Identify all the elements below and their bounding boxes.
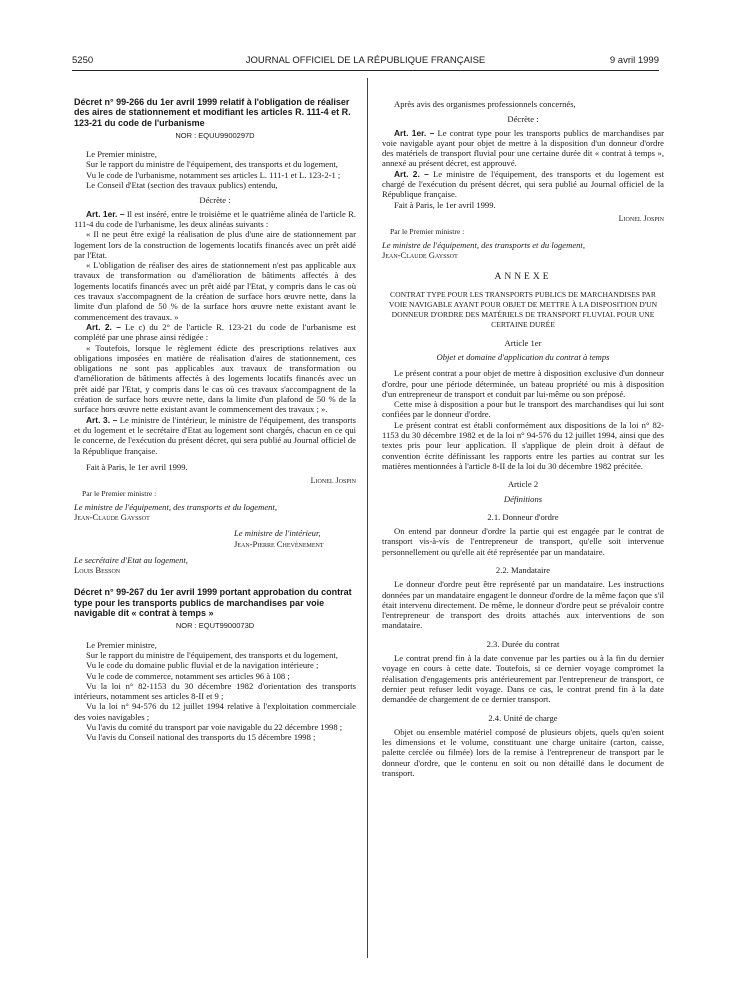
decree-1-p1: Le Premier ministre,	[86, 149, 157, 160]
decree-1-nor: NOR : EQUU9900297D	[175, 130, 255, 140]
annex-article-1: Article 1er	[504, 337, 542, 348]
d2-art2-label: Art. 2. –	[394, 168, 429, 179]
decree-1-quote2: « L'obligation de réaliser des aires de stationnement n'est pas applicable aux travaux de transformation ou d'amélioration de bâtiments affectés à des logements locatifs financés avec un prêt aidé par l'Etat, y compris dans le cas où ces travaux s'accompagnent de la création de surface hors œuvre nette, dans la limite d'un plafond de 50 % de la surface hors œuvre nette existant avant le commencement des travaux. »	[74, 260, 356, 322]
decree-1-art2	[74, 322, 356, 343]
d2-art1-text: Le contrat type pour les transports publics de marchandises par voie navigable ayant pour objet de mettre à la disposition d'un donneur d'ordre des matériels de transport fluvial pour une certaine durée dit « contrat à temps », annexé au présent décret, est approuvé.	[382, 127, 664, 169]
decree-2-minister-equip-title: Le ministre de l'équipement, des transports et du logement,	[382, 239, 585, 250]
decree-2-p7: Vu l'avis du comité du transport par voie navigable du 22 décembre 1998 ;	[86, 722, 343, 733]
annex-a1-p1: Le présent contrat a pour objet de mettre à disposition exclusive d'un donneur d'ordre, pour une période déterminée, un bateau propriété ou mis à disposition d'un entrepreneur de transport et conduit par lui-même ou son préposé.	[382, 368, 664, 399]
decree-2-p4: Vu le code de commerce, notamment ses articles 96 à 108 ;	[86, 670, 290, 681]
decree-1-p4: Le Conseil d'Etat (section des travaux publics) entendu,	[86, 180, 278, 191]
decree-2-title: Décret n° 99-267 du 1er avril 1999 portant approbation du contrat type pour les transports publics de marchandises par voie navigable dit « contrat à temps »	[74, 587, 352, 619]
page-header	[72, 55, 659, 69]
decree-1-art1	[74, 209, 356, 230]
journal-title: JOURNAL OFFICIEL DE LA RÉPUBLIQUE FRANÇAISE	[245, 55, 486, 66]
section-2-3-heading: 2.3. Durée du contrat	[486, 638, 560, 649]
decree-2-p5: Vu la loi n° 82-1153 du 30 décembre 1982 d'orientation des transports intérieurs, notamment ses articles 8-II et 9 ;	[74, 680, 356, 702]
art2-label: Art. 2. –	[86, 321, 121, 332]
decree-2-minister-equip-name: Jean-Claude Gayssot	[382, 249, 458, 260]
art3-text: Le ministre de l'intérieur, le ministre de l'équipement, des transports et du logement et le secrétaire d'Etat au logement sont chargés, chacun en ce qui le concerne, de l'exécution du présent décret, qui sera publié au Journal officiel de la République française.	[74, 414, 356, 456]
decree-2-nor: NOR : EQUT9900073D	[175, 621, 255, 631]
section-2-1-text: On entend par donneur d'ordre la partie qui est engagée par le contrat de transport vis-à-vis de l'entrepreneur de transport, qu'elle soit intervenue personnellement ou qu'elle ait été représentée par un mandataire.	[382, 526, 664, 557]
section-2-1-heading: 2.1. Donneur d'ordre	[487, 511, 559, 522]
art1-label: Art. 1er. –	[86, 208, 125, 219]
decree-1-fait: Fait à Paris, le 1er avril 1999.	[86, 461, 188, 472]
issue-date: 9 avril 1999	[609, 55, 659, 66]
decree-2-p2: Sur le rapport du ministre de l'équipement, des transports et du logement,	[86, 649, 338, 660]
decree-2-par-pm: Par le Premier ministre :	[390, 227, 465, 237]
decree-1-quote3: « Toutefois, lorsque le règlement édicte des prescriptions relatives aux obligations imposées en matière de réalisation d'aires de stationnement, ces obligations ne sont pas applicables aux travaux de transformation ou d'amélioration de bâtiments affectés à des logements locatifs financés avec un prêt aidé par l'Etat, y compris dans le cas où ces travaux s'accompagnent de la création de surface hors œuvre nette, dans la limite d'un plafond de 50 % de la surface hors œuvre nette existant avant le commencement des travaux ; ».	[74, 342, 356, 415]
section-2-2-text: Le donneur d'ordre peut être représenté par un mandataire. Les instructions données par un mandataire engagent le donneur d'ordre de la même façon que s'il était intervenu directement. De même, le donneur d'ordre peut se prévaloir contre l'entrepreneur de transport des droits attachés aux interventions de son mandataire.	[382, 579, 664, 631]
section-2-4-text: Objet ou ensemble matériel composé de plusieurs objets, quels qu'en soient les dimensions et le volume, constituant une charge unitaire (carton, caisse, palette cerclée ou filmée) lors de la remise à l'entrepreneur de transport par le donneur d'ordre, que le contenu en soit ou non détaillé dans le document de transport.	[382, 726, 664, 779]
decree-2-p1: Le Premier ministre,	[86, 639, 157, 650]
annex-article-1-subtitle: Objet et domaine d'application du contrat à temps	[436, 351, 610, 362]
annex-article-2: Article 2	[507, 479, 539, 490]
decree-1-pm-signature: Lionel Jospin	[310, 476, 356, 486]
annex-label: ANNEXE	[494, 272, 552, 283]
decree-1-par-pm: Par le Premier ministre :	[82, 489, 157, 499]
art2-text: Le c) du 2° de l'article R. 123-21 du code de l'urbanisme est complété par une phrase ainsi rédigée :	[74, 321, 357, 343]
header-rule	[72, 70, 659, 71]
annex-article-2-subtitle: Définitions	[503, 493, 543, 504]
decree-2-p8: Vu l'avis du Conseil national des transports du 15 décembre 1998 ;	[86, 732, 316, 743]
art3-label: Art. 3. –	[86, 414, 118, 425]
decree-1-title: Décret n° 99-266 du 1er avril 1999 relatif à l'obligation de réaliser des aires de stationnement et modifiant les articles R. 111-4 et R. 123-21 du code de l'urbanisme	[74, 97, 351, 128]
decree-2-decrete: Décrète :	[507, 114, 539, 125]
decree-1-decrete: Décrète :	[199, 195, 231, 206]
page-number: 5250	[72, 55, 94, 66]
decree-2-pm-signature: Lionel Jospin	[618, 213, 664, 223]
decree-1-p2: Sur le rapport du ministre de l'équipement, des transports et du logement,	[86, 159, 338, 170]
art1-text: Il est inséré, entre le troisième et le quatrième alinéa de l'article R. 111-4 du code de l'urbanisme, les deux alinéas suivants :	[74, 208, 356, 229]
decree-1-minister-int-name: Jean-Pierre Chevènement	[234, 538, 324, 549]
decree-1-minister-equip-name: Jean-Claude Gayssot	[74, 511, 150, 522]
decree-2-art1	[382, 128, 664, 169]
column-divider	[367, 78, 368, 958]
section-2-4-heading: 2.4. Unité de charge	[488, 712, 558, 723]
decree-1-secretary-title: Le secrétaire d'Etat au logement,	[74, 554, 188, 565]
annex-a1-p3: Le présent contrat est établi conformément aux dispositions de la loi n° 82-1153 du 30 décembre 1982 et de la loi n° 94-576 du 12 juillet 1994, ainsi que des textes pris pour leur application. Il s'applique de plein droit à défaut de convention écrite définissant les rapports entre les parties au contrat sur les matières mentionnées à l'article 8-II de la loi du 30 décembre 1982 précitée.	[382, 419, 664, 471]
decree-1-p3: Vu le code de l'urbanisme, notamment ses articles L. 111-1 et L. 123-2-1 ;	[86, 169, 341, 180]
d2-art1-label: Art. 1er. –	[394, 127, 435, 138]
decree-1-quote1: « Il ne peut être exigé la réalisation de plus d'une aire de stationnement par logement lors de la construction de logements locatifs financés avec un prêt aidé par l'Etat.	[74, 229, 356, 260]
section-2-3-text: Le contrat prend fin à la date convenue par les parties ou à la fin du dernier voyage en cours à cette date. Toutefois, si ce dernier voyage compromet la réalisation d'engagements pris antérieurement par l'entrepreneur de transport, ce dernier peut refuser ledit voyage. Dans ce cas, le contrat prend fin à la date demandée de chargement de ce dernier transport.	[382, 653, 664, 705]
decree-2-fait: Fait à Paris, le 1er avril 1999.	[394, 199, 496, 210]
decree-1-art3	[74, 415, 356, 456]
left-column	[74, 97, 356, 743]
decree-1-minister-int-title: Le ministre de l'intérieur,	[234, 528, 321, 539]
decree-2-p6: Vu la loi n° 94-576 du 12 juillet 1994 relative à l'exploitation commerciale des voies navigables ;	[74, 701, 356, 722]
d2-art2-text: Le ministre de l'équipement, des transports et du logement est chargé de l'exécution du présent décret, qui sera publié au Journal officiel de la République française.	[382, 168, 664, 200]
section-2-2-heading: 2.2. Mandataire	[495, 564, 551, 575]
decree-1-secretary-name: Louis Besson	[74, 565, 121, 576]
right-column	[382, 99, 664, 778]
annex-a1-p2: Cette mise à disposition a pour but le transport des marchandises qui lui sont confiées par le donneur d'ordre.	[382, 399, 664, 420]
decree-2-p9: Après avis des organismes professionnels concernés,	[394, 99, 576, 109]
decree-2-p3: Vu le code du domaine public fluvial et de la navigation intérieure ;	[86, 660, 319, 671]
annex-title: CONTRAT TYPE POUR LES TRANSPORTS PUBLICS DE MARCHANDISES PAR VOIE NAVIGABLE AYANT POUR OBJET DE METTRE À LA DISPOSITION D'UN DONNEUR D'ORDRE DES MATÉRIELS DE TRANSPORT FLUVIAL POUR UNE CERTAINE DURÉE	[388, 290, 658, 329]
decree-1-minister-equip-title: Le ministre de l'équipement, des transports et du logement,	[74, 501, 277, 512]
decree-2-art2	[382, 169, 664, 200]
